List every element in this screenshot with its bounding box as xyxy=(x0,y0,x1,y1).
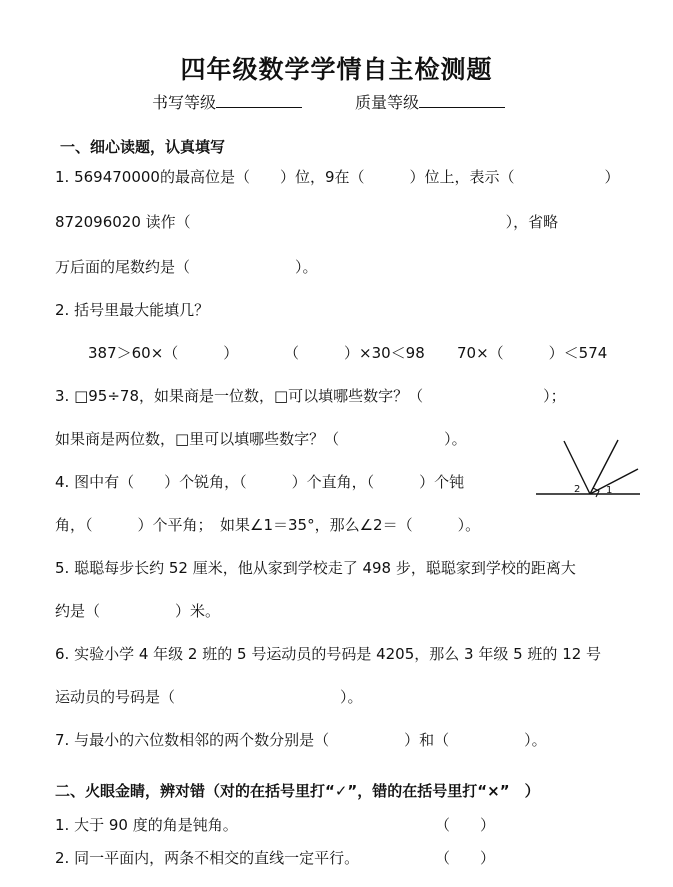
writing-grade xyxy=(152,90,302,113)
q2-line: 2. 括号里最大能填几？ xyxy=(55,301,210,319)
quality-grade xyxy=(355,90,505,113)
quality-grade-blank[interactable] xyxy=(419,93,505,108)
q7-line: 7. 与最小的六位数相邻的两个数分别是（ ）和（ ）。 xyxy=(55,731,547,749)
judge-1-paren[interactable]: （ ） xyxy=(435,816,496,834)
q2-problem-3: 70×（ ）＜574 xyxy=(457,344,608,362)
figure-label-1: 1 xyxy=(606,485,613,496)
quality-grade-label: 质量等级 xyxy=(355,93,420,112)
section2-heading: 二、火眼金睛，辨对错（对的在括号里打“✓”，错的在括号里打“×” ） xyxy=(55,782,540,800)
angle-figure xyxy=(532,437,642,499)
writing-grade-blank[interactable] xyxy=(216,93,302,108)
page-title: 四年级数学学情自主检测题 xyxy=(180,55,493,84)
judge-1-text: 1. 大于 90 度的角是钝角。 xyxy=(55,816,238,834)
q3-line-a: 3. □95÷78，如果商是一位数，□可以填哪些数字？（ ）； xyxy=(55,387,566,405)
q6-line-b: 运动员的号码是（ ）。 xyxy=(55,688,363,706)
q2-problem-1: 387＞60×（ ） xyxy=(88,344,239,362)
figure-middle-ray xyxy=(590,440,618,494)
q5-line-b: 约是（ ）米。 xyxy=(55,602,221,620)
q3-line-b: 如果商是两位数，□里可以填哪些数字？（ ）。 xyxy=(55,430,467,448)
q1-line-b: 872096020 读作（ ），省略 xyxy=(55,213,559,231)
q1-line-a: 1. 569470000的最高位是（ ）位，9在（ ）位上，表示（ ） xyxy=(55,168,620,186)
judge-2-text: 2. 同一平面内，两条不相交的直线一定平行。 xyxy=(55,849,360,867)
q6-line-a: 6. 实验小学 4 年级 2 班的 5 号运动员的号码是 4205，那么 3 年级 5 班的 12 号 xyxy=(55,645,602,663)
judge-2-paren[interactable]: （ ） xyxy=(435,849,496,867)
section1-heading: 一、细心读题，认真填写 xyxy=(60,138,226,156)
q5-line-a: 5. 聪聪每步长约 52 厘米，他从家到学校走了 498 步，聪聪家到学校的距离大 xyxy=(55,559,576,577)
q2-problem-2: （ ）×30＜98 xyxy=(284,344,425,362)
q4-line-b: 角，（ ）个平角； 如果∠1＝35°，那么∠2＝（ ）。 xyxy=(55,516,481,534)
writing-grade-label: 书写等级 xyxy=(152,93,217,112)
q4-line-a: 4. 图中有（ ）个锐角，（ ）个直角，（ ）个钝 xyxy=(55,473,465,491)
figure-label-2: 2 xyxy=(574,484,581,495)
q1-line-c: 万后面的尾数约是（ ）。 xyxy=(55,258,318,276)
